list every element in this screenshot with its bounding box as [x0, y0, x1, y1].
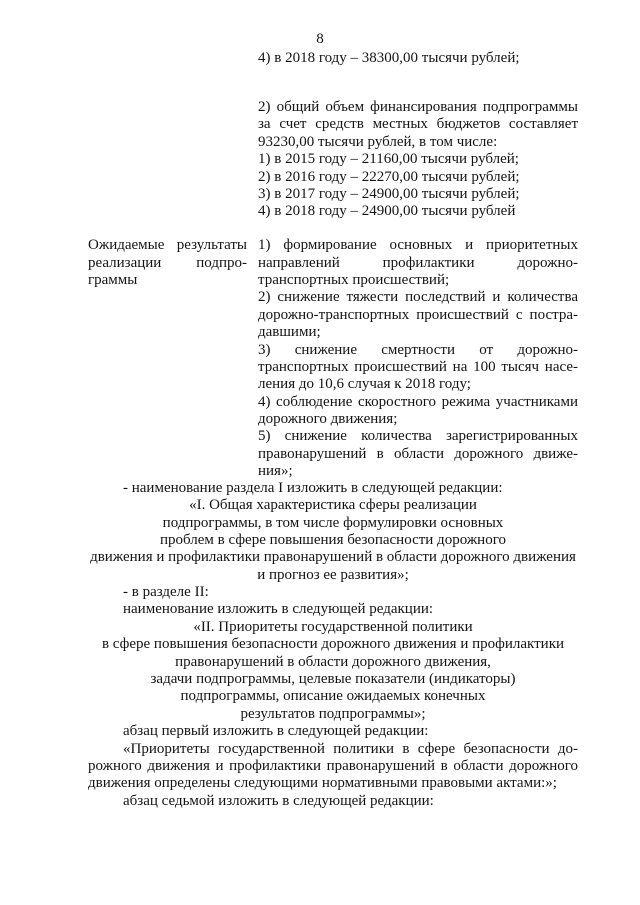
results-line: давшими;	[258, 324, 321, 340]
body-line: - в разделе II:	[123, 584, 209, 600]
heading-line: проблем в сфере повышения безопасности дорожного	[159, 532, 506, 548]
results-line: транспортных происшествий;	[258, 272, 450, 288]
results-line: транспортных происшествий на 100 тысяч насе-	[258, 359, 578, 375]
results-label-line: Ожидаемые результаты	[88, 237, 247, 253]
results-label-line: граммы	[88, 272, 138, 288]
financing-line: за счет средств местных бюджетов составляет	[258, 116, 578, 132]
body-line: рожного движения и профилактики правонарушений в области дорожного	[88, 758, 578, 774]
heading-line: задачи подпрограммы, целевые показатели (индикаторы)	[150, 671, 516, 687]
heading-line: подпрограммы, описание ожидаемых конечных	[180, 688, 486, 704]
heading-line: подпрограммы, в том числе формулировки основных	[162, 515, 504, 531]
results-label-line: реализации подпро-	[88, 255, 247, 271]
results-line: 5) снижение количества зарегистрированных	[258, 428, 578, 444]
results-line: ния»;	[258, 463, 293, 479]
results-line: 2) снижение тяжести последствий и количества	[258, 289, 578, 305]
heading-line: результатов подпрограммы»;	[240, 706, 426, 722]
financing-line: 2) общий объем финансирования подпрограммы	[258, 99, 578, 115]
heading-line: «II. Приоритеты государственной политики	[193, 619, 473, 635]
results-line: 3) снижение смертности от дорожно-	[258, 342, 578, 358]
results-line: направлений профилактики дорожно-	[258, 255, 578, 271]
heading-line: в сфере повышения безопасности дорожного движения и профилактики	[101, 636, 565, 652]
financing-line: 2) в 2016 году – 22270,00 тысячи рублей;	[258, 169, 520, 185]
body-line: - наименование раздела I изложить в следующей редакции:	[123, 480, 503, 496]
body-line: абзац седьмой изложить в следующей редакции:	[123, 793, 434, 809]
results-line: ления до 10,6 случая к 2018 году;	[258, 376, 471, 392]
financing-line: 1) в 2015 году – 21160,00 тысячи рублей;	[258, 151, 519, 167]
heading-line: и прогноз ее развития»;	[257, 567, 409, 583]
results-line: правонарушений в области дорожного движе-	[258, 446, 578, 462]
financing-line: 4) в 2018 году – 38300,00 тысячи рублей;	[258, 50, 520, 66]
results-line: дорожно-транспортных происшествий с постра-	[258, 307, 578, 323]
body-line: «Приоритеты государственной политики в сфере безопасности до-	[123, 741, 578, 757]
financing-line: 93230,00 тысячи рублей, в том числе:	[258, 134, 498, 150]
body-line: движения определены следующими нормативными правовыми актами:»;	[88, 775, 557, 791]
heading-line: «I. Общая характеристика сферы реализации	[189, 497, 477, 513]
body-line: наименование изложить в следующей редакции:	[123, 601, 434, 617]
heading-line: правонарушений в области дорожного движения,	[175, 654, 491, 670]
financing-line: 4) в 2018 году – 24900,00 тысячи рублей	[258, 203, 516, 219]
financing-line: 3) в 2017 году – 24900,00 тысячи рублей;	[258, 186, 520, 202]
results-line: 4) соблюдение скоростного режима участниками	[258, 394, 578, 410]
results-line: дорожного движения;	[258, 411, 398, 427]
heading-line: движения и профилактики правонарушений в области дорожного движения	[90, 549, 576, 565]
results-line: 1) формирование основных и приоритетных	[258, 237, 578, 253]
page-number: 8	[316, 31, 324, 47]
body-line: абзац первый изложить в следующей редакции:	[123, 723, 429, 739]
